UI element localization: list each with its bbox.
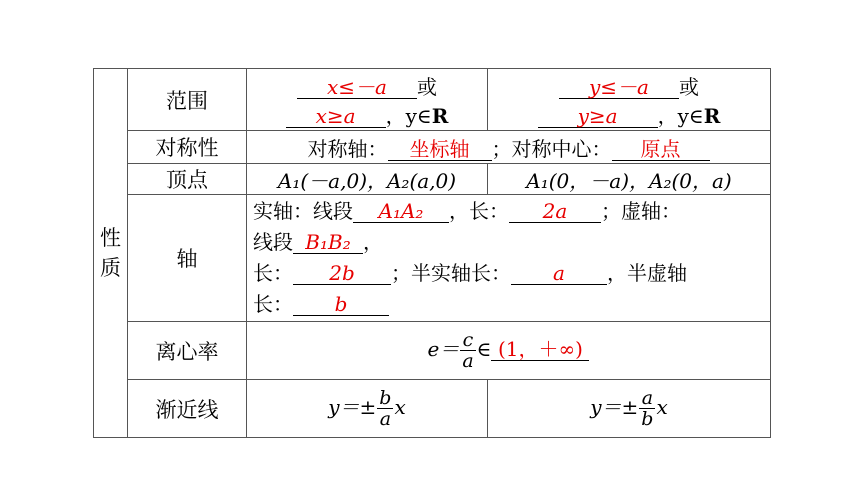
range-right-cell (488, 69, 771, 131)
axis-answer5: a (511, 262, 607, 285)
vertex-label: 顶点 (128, 164, 247, 195)
axis-text1: 实轴：线段 (253, 199, 353, 223)
eccentricity-cell (247, 322, 771, 380)
axis-text7: ；半实轴长： (391, 261, 511, 285)
asymptote-right-fraction (639, 388, 655, 429)
range-right-text2: ，y∈ (657, 103, 704, 128)
side-header (94, 69, 128, 438)
vertex-right: A₁(0，－a)，A₂(0，a) (488, 164, 771, 195)
axis-text6: 长： (253, 261, 293, 285)
axis-answer6: b (293, 293, 389, 316)
range-left-text2: ，y∈ (385, 103, 432, 128)
range-label: 范围 (128, 69, 247, 131)
axis-answer1: A₁A₂ (353, 200, 449, 223)
asymptote-right-pre: y＝± (590, 395, 639, 419)
symmetry-row (94, 131, 771, 164)
vertex-left: A₁(－a,0)，A₂(a,0) (247, 164, 488, 195)
eccentricity-mid: ∈ (476, 337, 492, 361)
range-left-answer1: x≤－a (297, 76, 417, 99)
axis-text4: 线段 (253, 230, 293, 254)
range-row (94, 69, 771, 131)
eccentricity-num: c (460, 330, 475, 351)
symmetry-answer2: 原点 (612, 138, 710, 161)
axis-cell (247, 195, 771, 322)
vertex-row (94, 164, 771, 195)
asymptote-left-den: a (379, 408, 392, 430)
asymptote-right-post: x (656, 395, 668, 419)
eccentricity-row (94, 322, 771, 380)
asymptote-left-fraction (377, 388, 393, 429)
range-right-answer1: y≤－a (559, 76, 679, 99)
eccentricity-den: a (462, 350, 474, 372)
range-left-text1: 或 (417, 74, 437, 99)
symmetry-text1: 对称轴： (307, 136, 388, 161)
axis-text8: ，半虚轴 (607, 261, 687, 285)
asymptote-left-pre: y＝± (328, 395, 377, 419)
range-right-text1: 或 (679, 74, 699, 99)
range-right-answer2: y≥a (538, 105, 658, 128)
axis-answer3: B₁B₂ (293, 231, 363, 254)
symmetry-answer1: 坐标轴 (388, 138, 492, 161)
range-left-cell (247, 69, 488, 131)
eccentricity-label: 离心率 (128, 322, 247, 380)
range-left-bold: R (431, 103, 449, 128)
symmetry-cell (247, 131, 771, 164)
asymptote-label: 渐近线 (128, 380, 247, 438)
axis-answer2: 2a (509, 200, 601, 223)
axis-row (94, 195, 771, 322)
asymptote-left-post: x (394, 395, 406, 419)
asymptote-row (94, 380, 771, 438)
axis-text9: 长： (253, 292, 293, 316)
asymptote-left-num: b (379, 387, 392, 409)
asymptote-right-num: a (639, 388, 655, 409)
axis-text5: ， (363, 230, 383, 254)
axis-answer4: 2b (293, 262, 391, 285)
eccentricity-answer: (1，＋∞) (491, 338, 589, 361)
symmetry-text2: ；对称中心： (491, 136, 612, 161)
axis-label: 轴 (128, 195, 247, 322)
range-right-bold: R (703, 103, 721, 128)
asymptote-left (247, 380, 488, 438)
axis-text3: ；虚轴： (601, 199, 681, 223)
eccentricity-lhs: e＝ (427, 337, 460, 361)
symmetry-label: 对称性 (128, 131, 247, 164)
range-left-answer2: x≥a (286, 105, 386, 128)
side-header-char2: 质 (100, 256, 121, 280)
asymptote-right-den: b (641, 408, 654, 430)
side-header-char1: 性 (100, 226, 121, 250)
asymptote-right (488, 380, 771, 438)
axis-text2: ，长： (449, 199, 509, 223)
eccentricity-fraction (460, 330, 475, 371)
hyperbola-properties-table (93, 68, 771, 438)
